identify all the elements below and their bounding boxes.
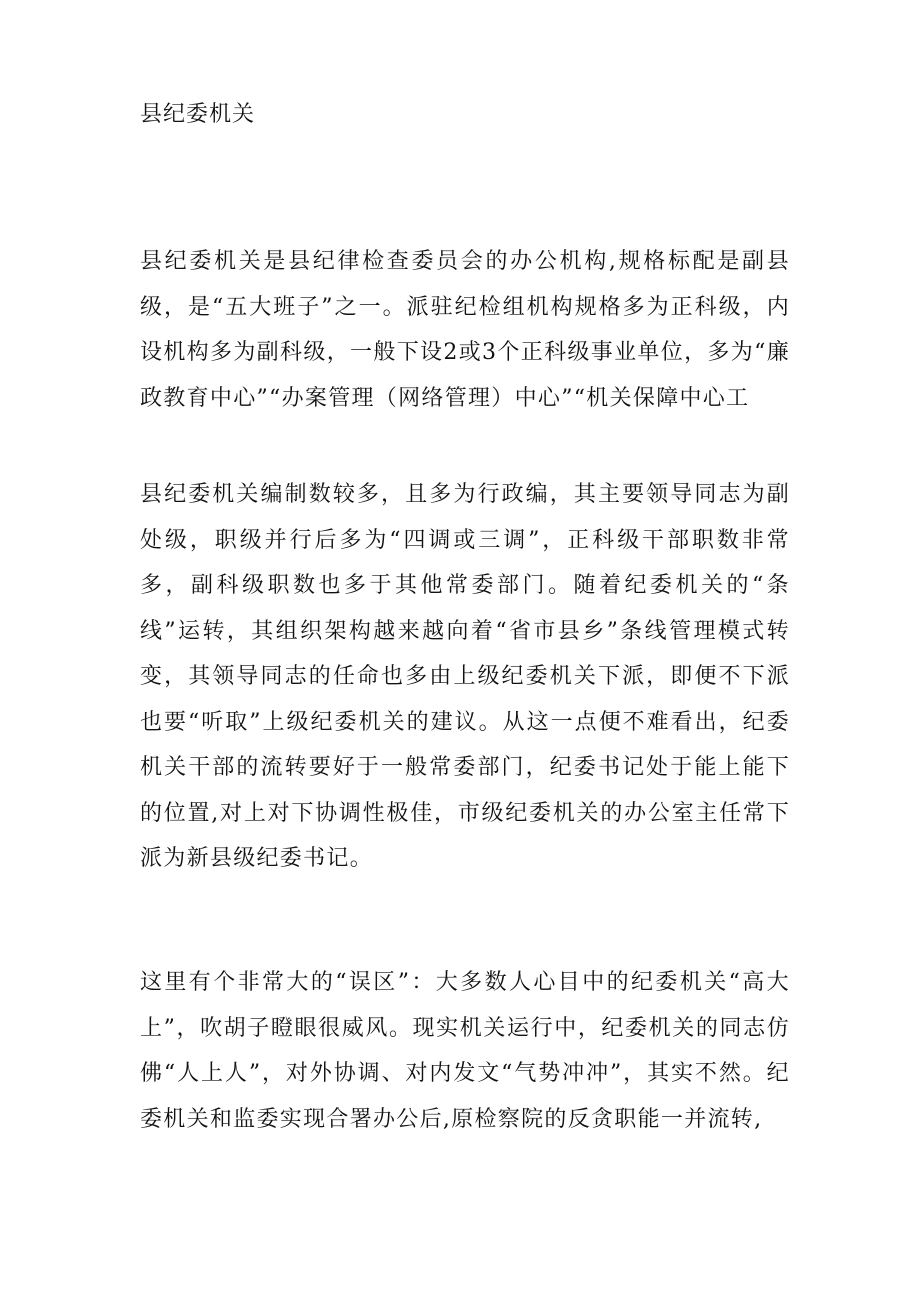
paragraph-2: 县纪委机关编制数较多，且多为行政编，其主要领导同志为副处级，职级并行后多为“四调或三调”，正科级干部职数非常多，副科级职数也多于其他常委部门。随着纪委机关的“条线”运转，其组织架构越来越向着“省市县乡”条线管理模式转变，其领导同志的任命也多由上级纪委机关下派，即便不下派也要“听取”上级纪委机关的建议。从这一点便不难看出，纪委机关干部的流转要好于一般常委部门，纪委书记处于能上能下的位置,对上对下协调性极佳，市级纪委机关的办公室主任常下派为新县级纪委书记。 xyxy=(140,482,790,871)
paragraph-1: 县纪委机关是县纪律检查委员会的办公机构,规格标配是副县级，是“五大班子”之一。派驻纪检组机构规格多为正科级，内设机构多为副科级，一般下设2或3个正科级事业单位，多为“廉政教育中心”“办案管理（网络管理）中心”“机关保障中心工 xyxy=(140,249,790,411)
paragraph-3: 这里有个非常大的“误区”：大多数人心目中的纪委机关“高大上”，吹胡子瞪眼很威风。现实机关运行中，纪委机关的同志仿佛“人上人”，对外协调、对内发文“气势冲冲”，其实不然。纪委机关和监委实现合署办公后,原检察院的反贪职能一并流转, xyxy=(140,970,790,1132)
document-title: 县纪委机关 xyxy=(140,102,256,127)
